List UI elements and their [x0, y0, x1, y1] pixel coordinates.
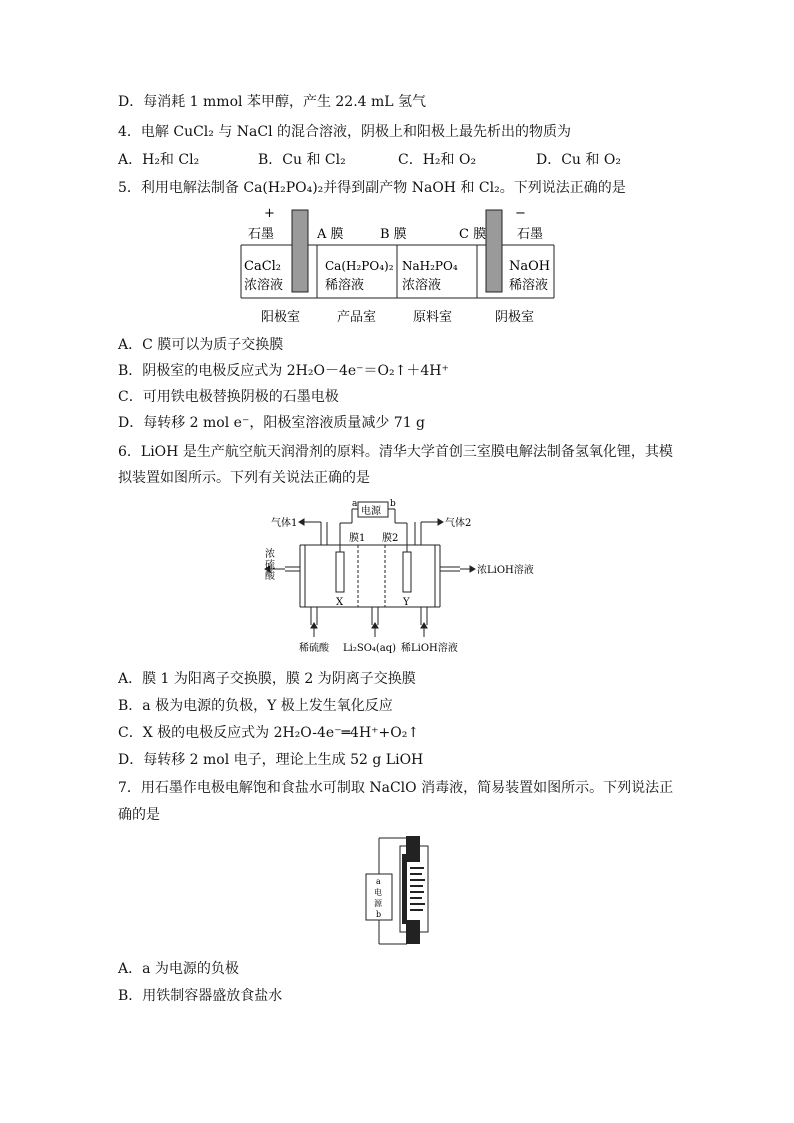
gas2-arrow	[421, 519, 443, 525]
power-char1: 电	[374, 888, 382, 897]
q5-option-a: A．C 膜可以为质子交换膜	[118, 337, 284, 353]
cathode-room-label: 阴极室	[495, 310, 535, 325]
electrode-y-label: Y	[403, 597, 410, 608]
dilute-acid-label: 稀硫酸	[299, 643, 329, 654]
electrode-x-label: X	[336, 597, 344, 608]
conc-lioh-label: 浓LiOH溶液	[477, 565, 534, 576]
li2so4-label: Li₂SO₄(aq)	[343, 643, 397, 654]
q6-option-c: C．X 极的电极反应式为 2H₂O-4e⁻═4H⁺+O₂↑	[118, 725, 420, 741]
electrode-y	[403, 552, 411, 592]
inlet1-arrow	[311, 623, 317, 637]
q4-option-d: D．Cu 和 O₂	[536, 152, 621, 168]
anode-room-label: 阳极室	[261, 310, 301, 325]
inlet3-arrow	[421, 623, 427, 637]
anolyte-conc: 浓溶液	[244, 278, 284, 293]
q7-option-b: B．用铁制容器盛放食盐水	[118, 988, 283, 1004]
catholyte-formula: NaOH	[509, 259, 551, 274]
gas2-label: 气体2	[445, 518, 472, 529]
q3-option-d: D．每消耗 1 mmol 苯甲醇，产生 22.4 mL 氢气	[118, 94, 427, 110]
q6-stem-line1: 6．LiOH 是生产航空航天润滑剂的原料。清华大学首创三室膜电解法制备氢氧化锂，其模	[118, 444, 673, 460]
conc-acid-char3: 酸	[265, 571, 275, 582]
q4-option-c: C．H₂和 O₂	[398, 152, 477, 168]
power-terminal-b: b	[390, 499, 396, 509]
terminal-a-label: a	[376, 877, 381, 886]
q6-stem-line2: 拟装置如图所示。下列有关说法正确的是	[118, 470, 370, 486]
plus-sign: +	[264, 206, 275, 221]
q4-option-a: A．H₂和 Cl₂	[118, 152, 200, 168]
q5-stem: 5．利用电解法制备 Ca(H₂PO₄)₂并得到副产物 NaOH 和 Cl₂。下列说法正确的是	[118, 180, 626, 196]
membrane-c-label: C 膜	[459, 227, 487, 242]
q6-option-a: A．膜 1 为阳离子交换膜，膜 2 为阴离子交换膜	[118, 671, 416, 687]
membrane-a-label: A 膜	[317, 227, 344, 242]
q6-option-d: D．每转移 2 mol 电子，理论上生成 52 g LiOH	[118, 752, 424, 768]
terminal-b-label: b	[376, 910, 382, 919]
q5-option-c: C．可用铁电极替换阴极的石墨电极	[118, 389, 339, 405]
graphite-left-label: 石墨	[248, 227, 275, 242]
catholyte-conc: 稀溶液	[509, 278, 549, 293]
q6-option-b: B．a 极为电源的负极，Y 极上发生氧化反应	[118, 698, 393, 714]
minus-sign: −	[515, 206, 526, 221]
membrane-1-label: 膜1	[349, 533, 366, 544]
membrane-2-label: 膜2	[382, 533, 399, 544]
bottom-electrode	[406, 920, 420, 944]
product-conc: 稀溶液	[325, 278, 365, 293]
anolyte-formula: CaCl₂	[244, 259, 282, 274]
cathode-graphite-electrode	[486, 210, 502, 292]
membrane-b-label: B 膜	[380, 227, 407, 242]
q4-option-b: B．Cu 和 Cl₂	[258, 152, 346, 168]
q5-option-d: D．每转移 2 mol e⁻，阳极室溶液质量减少 71 g	[118, 415, 426, 431]
inlet2-arrow	[372, 623, 378, 637]
q5-electrolysis-diagram	[235, 203, 565, 330]
conc-acid-char1: 浓	[265, 549, 275, 560]
product-formula: Ca(H₂PO₄)₂	[325, 259, 394, 273]
feed-formula: NaH₂PO₄	[402, 259, 458, 273]
q7-option-a: A．a 为电源的负极	[118, 961, 239, 977]
q7-nacio-generator-diagram	[362, 832, 442, 948]
q6-three-chamber-diagram	[255, 497, 545, 657]
product-room-label: 产品室	[337, 310, 377, 325]
lioh-out-arrow	[460, 566, 475, 572]
q5-option-b: B．阴极室的电极反应式为 2H₂O－4e⁻＝O₂↑＋4H⁺	[118, 363, 449, 379]
anode-graphite-electrode	[292, 210, 308, 292]
q7-stem-line2: 确的是	[118, 807, 160, 823]
graphite-right-label: 石墨	[517, 227, 544, 242]
q4-stem: 4．电解 CuCl₂ 与 NaCl 的混合溶液，阴极上和阳极上最先析出的物质为	[118, 124, 572, 140]
power-label: 电源	[361, 506, 381, 517]
q4-options	[118, 151, 621, 169]
feed-conc: 浓溶液	[402, 278, 442, 293]
gas1-arrow	[299, 519, 321, 525]
top-electrode	[406, 836, 420, 862]
power-char2: 源	[374, 899, 382, 908]
electrode-x	[336, 552, 344, 592]
dilute-lioh-label: 稀LiOH溶液	[401, 643, 458, 654]
gas1-label: 气体1	[271, 518, 298, 529]
feed-room-label: 原料室	[413, 310, 453, 325]
power-terminal-a: a	[352, 499, 358, 509]
conc-acid-char2: 硫	[265, 560, 275, 571]
q7-stem-line1: 7．用石墨作电极电解饱和食盐水可制取 NaClO 消毒液，简易装置如图所示。下列说法正	[118, 780, 674, 796]
